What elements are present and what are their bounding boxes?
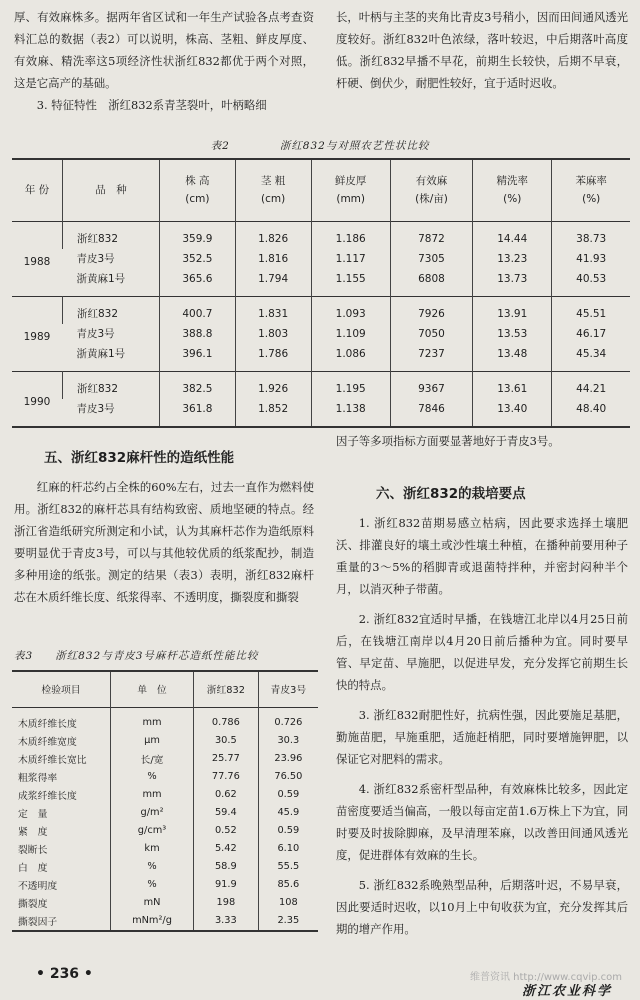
- value-cell: 7926: [390, 296, 472, 324]
- unit-cell: %: [111, 858, 194, 876]
- variety-cell: 浙黄麻1号: [76, 348, 126, 360]
- value-cell: 1.926: [235, 371, 311, 399]
- unit-cell: mNm²/g: [111, 912, 194, 931]
- paragraph: 1. 浙红832苗期易感立枯病，因此要求选择土壤肥沃、排灌良好的壤土或沙性壤土种植，在播种前要用种子重量的3～5%的稻脚青或退菌特拌种，并密封闷种半个月，以消灭种子带菌。: [336, 516, 628, 596]
- value-cell: 13.91: [473, 296, 552, 324]
- journal-name: 浙江农业科学: [522, 984, 613, 999]
- variety-cell: 浙红832: [63, 296, 160, 324]
- item-cell: 不透明度: [18, 880, 58, 892]
- value-cell: 45.51: [552, 296, 630, 324]
- value-cell: 23.96: [258, 750, 318, 768]
- value-cell: 1.831: [235, 296, 311, 324]
- value-cell: 1.109: [311, 324, 390, 344]
- table-row: [12, 732, 318, 750]
- table2-group-1988: [12, 221, 630, 296]
- value-cell: 0.59: [258, 822, 318, 840]
- value-cell: 77.76: [194, 768, 259, 786]
- variety-cell: 青皮3号: [76, 403, 115, 415]
- table2-col-header: 茎 粗 (cm): [235, 159, 311, 221]
- table3-col-header: 青皮3号: [258, 671, 318, 707]
- table3-body: [12, 707, 318, 931]
- value-cell: 1.852: [235, 399, 311, 427]
- value-cell: 2.35: [258, 912, 318, 931]
- table-row: [12, 269, 630, 297]
- table-row: [12, 912, 318, 931]
- table-row: [12, 221, 630, 249]
- unit-cell: μm: [111, 732, 194, 750]
- value-cell: 9367: [390, 371, 472, 399]
- item-cell: 紧 度: [18, 826, 48, 838]
- item-cell: 木质纤维长宽比: [18, 754, 87, 766]
- table2-group-1990: [12, 371, 630, 427]
- variety-cell: 浙黄麻1号: [76, 273, 126, 285]
- value-cell: 58.9: [194, 858, 259, 876]
- value-cell: 13.48: [473, 344, 552, 372]
- table-row: [12, 822, 318, 840]
- value-cell: 44.21: [552, 371, 630, 399]
- table-row: [12, 344, 630, 372]
- item-cell: 裂断长: [18, 844, 48, 856]
- value-cell: 13.53: [473, 324, 552, 344]
- unit-cell: g/m²: [111, 804, 194, 822]
- item-cell: 木质纤维长度: [18, 718, 77, 730]
- table2-group-1989: [12, 296, 630, 371]
- variety-cell: 浙红832: [63, 371, 160, 399]
- value-cell: 6808: [390, 269, 472, 297]
- value-cell: 13.23: [473, 249, 552, 269]
- value-cell: 55.5: [258, 858, 318, 876]
- paragraph: 3. 特征特性 浙红832系青茎裂叶，叶柄略细: [36, 98, 267, 112]
- table-row: [12, 399, 630, 427]
- value-cell: 13.61: [473, 371, 552, 399]
- paragraph: 3. 浙红832耐肥性好，抗病性强，因此要施足基肥，勤施苗肥，早施重肥，适施赶梢肥，同时要增施钾肥，以保证它对肥料的需求。: [336, 708, 628, 766]
- table3: [12, 670, 318, 932]
- paragraph: 因子等多项指标方面要显著地好于青皮3号。: [336, 434, 560, 448]
- year-cell: 1989: [23, 331, 51, 343]
- value-cell: 38.73: [552, 221, 630, 249]
- table3-header-row: [12, 671, 318, 707]
- unit-cell: km: [111, 840, 194, 858]
- value-cell: 25.77: [194, 750, 259, 768]
- table2-col-header: 株 高 (cm): [160, 159, 236, 221]
- value-cell: 7305: [390, 249, 472, 269]
- value-cell: 76.50: [258, 768, 318, 786]
- unit-cell: 长/宽: [111, 750, 194, 768]
- right-column-top-text: [336, 6, 628, 94]
- table3-title: 浙红832与青皮3号麻杆芯造纸性能比较: [55, 650, 259, 662]
- value-cell: 48.40: [552, 399, 630, 427]
- value-cell: 1.816: [235, 249, 311, 269]
- table2: [12, 158, 630, 428]
- value-cell: 1.794: [235, 269, 311, 297]
- unit-cell: mm: [111, 707, 194, 732]
- table-row: [12, 786, 318, 804]
- section5-body: [14, 476, 314, 608]
- value-cell: 198: [194, 894, 259, 912]
- value-cell: 0.786: [194, 707, 259, 732]
- table-row: [12, 858, 318, 876]
- table2-col-header: 精洗率 (%): [473, 159, 552, 221]
- right-column-mid-text: [336, 430, 628, 452]
- value-cell: 400.7: [160, 296, 236, 324]
- value-cell: 5.42: [194, 840, 259, 858]
- paragraph: 厚、有效麻株多。据两年省区试和一年生产试验各点考查资料汇总的数据（表2）可以说明，株高、茎粗、鲜皮厚度、有效麻、精洗率这5项经济性状浙红832都优于两个对照，这是它高产的基础。: [14, 10, 314, 90]
- table3-col-header: 浙红832: [194, 671, 259, 707]
- variety-cell: 青皮3号: [76, 253, 115, 265]
- value-cell: 1.138: [311, 399, 390, 427]
- table-row: [12, 707, 318, 732]
- table2-title: 浙红832与对照农艺性状比较: [279, 140, 430, 152]
- table3-caption: [14, 648, 314, 663]
- value-cell: 365.6: [160, 269, 236, 297]
- value-cell: 352.5: [160, 249, 236, 269]
- table-row: [12, 296, 630, 324]
- table-row: [12, 876, 318, 894]
- value-cell: 1.786: [235, 344, 311, 372]
- value-cell: 13.73: [473, 269, 552, 297]
- value-cell: 108: [258, 894, 318, 912]
- value-cell: 1.195: [311, 371, 390, 399]
- value-cell: 6.10: [258, 840, 318, 858]
- value-cell: 59.4: [194, 804, 259, 822]
- value-cell: 7050: [390, 324, 472, 344]
- value-cell: 0.62: [194, 786, 259, 804]
- item-cell: 成浆纤维长度: [18, 790, 77, 802]
- table-row: [12, 324, 630, 344]
- value-cell: 1.155: [311, 269, 390, 297]
- unit-cell: mN: [111, 894, 194, 912]
- table3-col-header: 检验项目: [41, 685, 81, 697]
- value-cell: 1.117: [311, 249, 390, 269]
- left-column-top-text: [14, 6, 314, 116]
- table2-col-header: 有效麻 (株/亩): [390, 159, 472, 221]
- value-cell: 1.826: [235, 221, 311, 249]
- unit-cell: g/cm³: [111, 822, 194, 840]
- paragraph: 红麻的杆芯约占全株的60%左右，过去一直作为燃料使用。浙红832的麻杆芯具有结构致密、质地坚硬的特点。经浙江省造纸研究所测定和小试，认为其麻杆芯作为造纸原料要明显优于青皮3号，可以与其他较优质的纸浆配抄，制造多种用途的纸张。测定的结果（表3）表明，浙红832麻杆芯在木质纤维长度、纸浆得率、不透明度，撕裂度和撕裂: [14, 480, 314, 604]
- item-cell: 定 量: [18, 808, 48, 820]
- value-cell: 45.9: [258, 804, 318, 822]
- table2-col-header: 品 种: [63, 159, 160, 221]
- table2-col-header: 鲜皮厚 (mm): [311, 159, 390, 221]
- year-cell: 1990: [23, 396, 51, 408]
- value-cell: 30.5: [194, 732, 259, 750]
- value-cell: 382.5: [160, 371, 236, 399]
- table2-col-header: 年 份: [24, 184, 50, 197]
- value-cell: 46.17: [552, 324, 630, 344]
- paragraph: 长，叶柄与主茎的夹角比青皮3号稍小，因而田间通风透光度较好。浙红832叶色浓绿，落叶较迟，中后期落叶高度低。浙红832早播不早花，前期生长较快，后期不早衰，杆硬、倒伏少，耐肥性较好，宜于适时迟收。: [336, 10, 629, 90]
- value-cell: 359.9: [160, 221, 236, 249]
- value-cell: 1.803: [235, 324, 311, 344]
- item-cell: 粗浆得率: [18, 772, 58, 784]
- table2-number: 表2: [210, 140, 230, 152]
- value-cell: 1.186: [311, 221, 390, 249]
- unit-cell: mm: [111, 786, 194, 804]
- year-cell: 1988: [23, 256, 51, 268]
- table-row: [12, 804, 318, 822]
- value-cell: 0.59: [258, 786, 318, 804]
- table-row: [12, 894, 318, 912]
- table-row: [12, 768, 318, 786]
- table2-col-header: 苯麻率 (%): [552, 159, 630, 221]
- value-cell: 40.53: [552, 269, 630, 297]
- page-number: • 236 •: [36, 966, 93, 982]
- value-cell: 0.52: [194, 822, 259, 840]
- paragraph: 4. 浙红832系密杆型品种，有效麻株比较多，因此定苗密度要适当偏高，一般以每亩定苗1.6万株上下为宜，同时要及时拔除脚麻，及早清理苯麻，以改善田间通风透光度，促进群体有效麻的生长。: [336, 782, 628, 862]
- value-cell: 388.8: [160, 324, 236, 344]
- value-cell: 7872: [390, 221, 472, 249]
- paragraph: 2. 浙红832宜适时早播，在钱塘江北岸以4月25日前后，在钱塘江南岸以4月20日前后播种为宜。同时要早管、早定苗、早施肥，以促进早发，充分发挥它前期生长快的特点。: [336, 612, 628, 692]
- paragraph: 5. 浙红832系晚熟型品种，后期落叶迟，不易早衰，因此要适时迟收，以10月上中旬收获为宜，充分发挥其后期的增产作用。: [336, 878, 628, 936]
- unit-cell: %: [111, 876, 194, 894]
- value-cell: 0.726: [258, 707, 318, 732]
- value-cell: 14.44: [473, 221, 552, 249]
- variety-cell: 浙红832: [63, 221, 160, 249]
- value-cell: 85.6: [258, 876, 318, 894]
- table-row: [12, 371, 630, 399]
- section5-heading: 五、浙红832麻杆性的造纸性能: [44, 450, 235, 466]
- item-cell: 撕裂因子: [18, 916, 58, 928]
- value-cell: 91.9: [194, 876, 259, 894]
- variety-cell: 青皮3号: [76, 328, 115, 340]
- value-cell: 7846: [390, 399, 472, 427]
- item-cell: 白 度: [18, 862, 48, 874]
- value-cell: 1.086: [311, 344, 390, 372]
- table-row: [12, 249, 630, 269]
- value-cell: 361.8: [160, 399, 236, 427]
- section6-heading: 六、浙红832的栽培要点: [376, 486, 526, 502]
- watermark: 维普资讯 http://www.cqvip.com: [470, 972, 623, 983]
- value-cell: 45.34: [552, 344, 630, 372]
- value-cell: 30.3: [258, 732, 318, 750]
- table3-col-header: 单 位: [111, 671, 194, 707]
- item-cell: 撕裂度: [18, 898, 48, 910]
- table-row: [12, 840, 318, 858]
- value-cell: 396.1: [160, 344, 236, 372]
- table-row: [12, 750, 318, 768]
- table2-caption: [0, 138, 640, 153]
- item-cell: 木质纤维宽度: [18, 736, 77, 748]
- table3-number: 表3: [14, 650, 34, 662]
- value-cell: 7237: [390, 344, 472, 372]
- value-cell: 13.40: [473, 399, 552, 427]
- value-cell: 41.93: [552, 249, 630, 269]
- value-cell: 3.33: [194, 912, 259, 931]
- table2-header-row: [12, 159, 630, 221]
- unit-cell: %: [111, 768, 194, 786]
- section6-body: [336, 512, 628, 948]
- value-cell: 1.093: [311, 296, 390, 324]
